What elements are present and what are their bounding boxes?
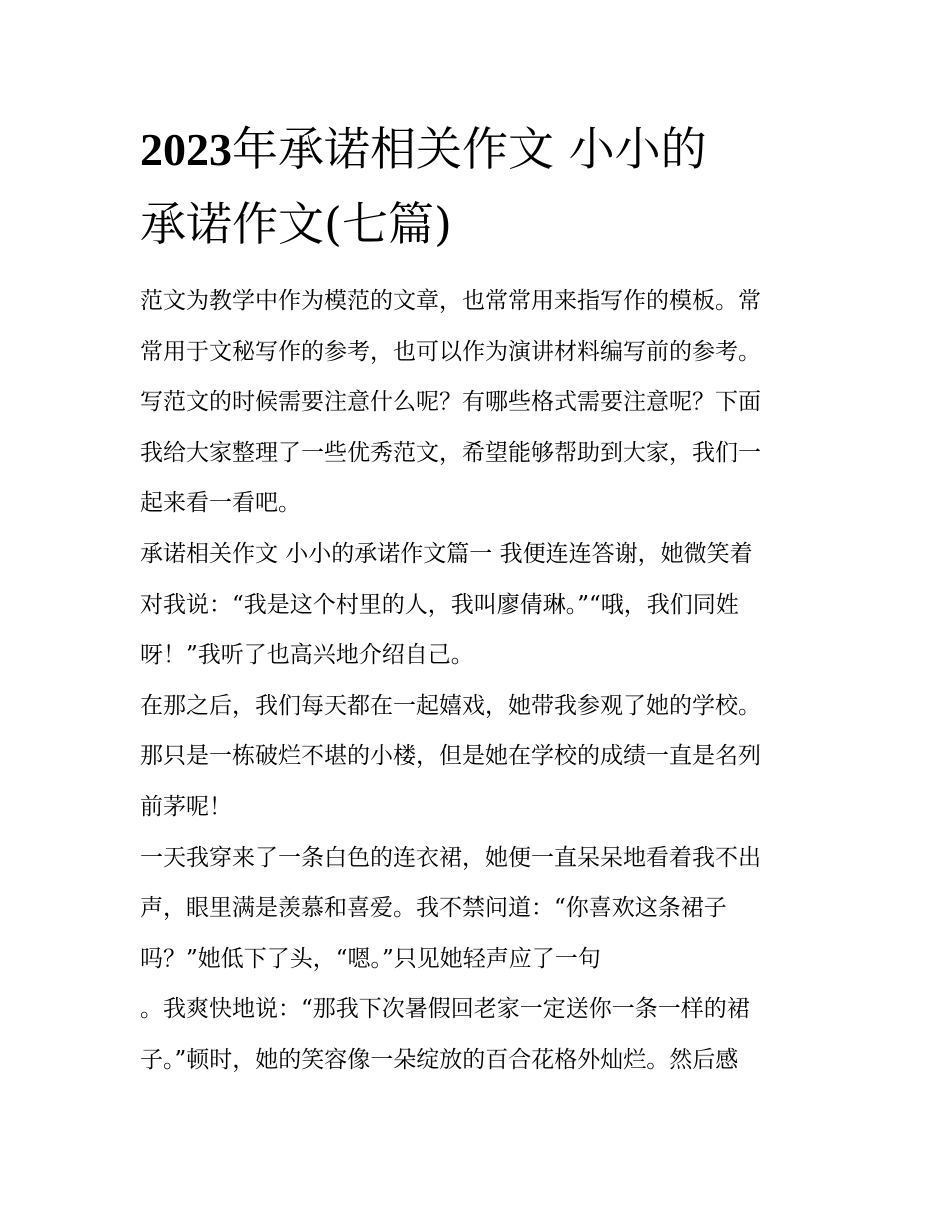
text-line: 起来看一看吧。	[140, 490, 301, 517]
text-line: 范文为教学中作为模范的文章，也常常用来指写作的模板。常	[140, 288, 761, 314]
text-line: 子。”顿时，她的笑容像一朵绽放的百合花格外灿烂。然后感	[140, 1046, 739, 1073]
text-line: 声，眼里满是羡慕和喜爱。我不禁问道：“你喜欢这条裙子	[140, 895, 727, 922]
text-line: 对我说：“我是这个村里的人，我叫廖倩琳。”“哦，我们同姓	[140, 591, 739, 618]
text-line: 那只是一栋破烂不堪的小楼，但是她在学校的成绩一直是名列	[140, 743, 761, 770]
title-year: 2023	[140, 124, 232, 175]
title-line1-rest: 年承诺相关作文 小小的	[232, 122, 707, 176]
text-line: 我给大家整理了一些优秀范文，希望能够帮助到大家，我们一	[140, 439, 761, 466]
text-line: 。我爽快地说：“那我下次暑假回老家一定送你一条一样的裙	[140, 996, 750, 1023]
text-line: 常用于文秘写作的参考，也可以作为演讲材料编写前的参考。	[140, 338, 761, 365]
title-line2: 承诺作文(七篇)	[140, 197, 452, 251]
text-line: 承诺相关作文 小小的承诺作文篇一 我便连连答谢，她微笑着	[140, 540, 753, 567]
text-line: 呀！”我听了也高兴地介绍自己。	[140, 642, 474, 669]
text-line: 一天我穿来了一条白色的连衣裙，她便一直呆呆地看着我不出	[140, 844, 761, 871]
document-title	[140, 112, 840, 261]
text-line: 吗？”她低下了头，“嗯。”只见她轻声应了一句	[140, 945, 601, 972]
text-line: 写范文的时候需要注意什么呢？有哪些格式需要注意呢？下面	[140, 389, 761, 416]
body-text	[140, 276, 820, 1086]
text-line: 在那之后，我们每天都在一起嬉戏，她带我参观了她的学校。	[140, 692, 761, 719]
text-line: 前茅呢！	[140, 793, 232, 820]
